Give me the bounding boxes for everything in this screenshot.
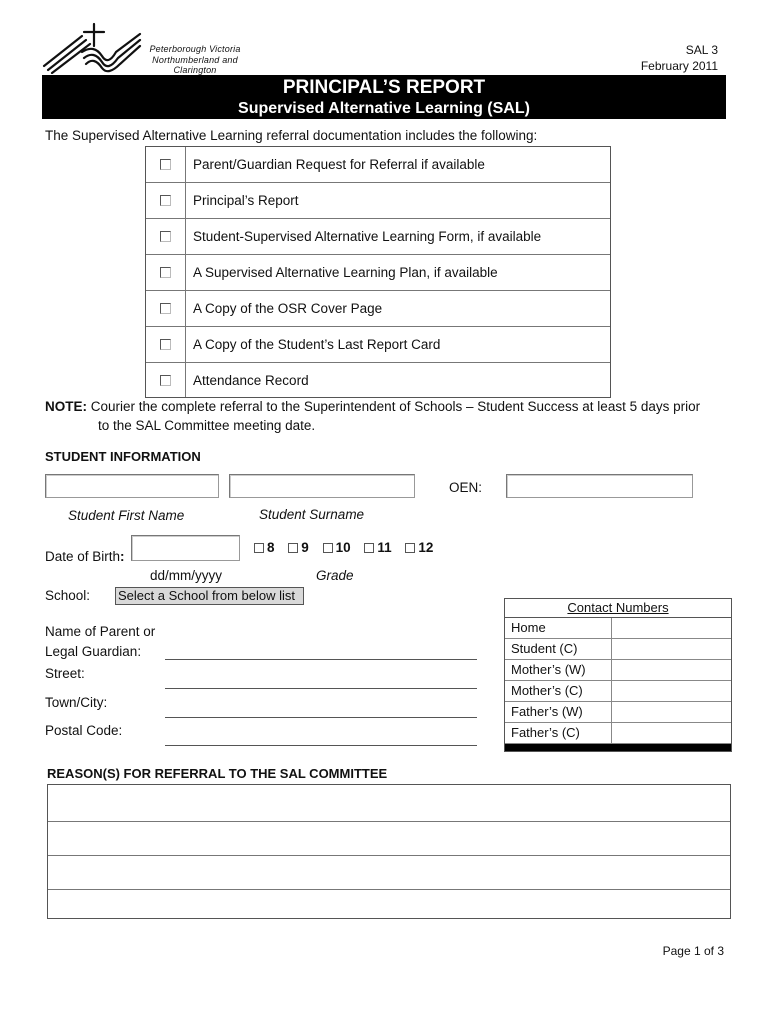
dob-colon: : — [120, 549, 125, 564]
note-label: NOTE: — [45, 399, 87, 414]
checkbox[interactable] — [160, 195, 171, 206]
surname-caption: Student Surname — [259, 507, 365, 522]
checkbox[interactable] — [160, 339, 171, 350]
grade-options — [254, 540, 443, 555]
checklist-label: A Copy of the Student’s Last Report Card — [193, 337, 441, 352]
board-line: Northumberland and Clarington — [152, 54, 238, 75]
parent-label — [45, 622, 155, 662]
reason-row[interactable] — [48, 822, 730, 856]
grade-caption: Grade — [316, 568, 354, 583]
grade-option-9[interactable] — [288, 540, 309, 555]
student-info-heading: STUDENT INFORMATION — [45, 449, 201, 464]
checklist-row — [146, 183, 610, 219]
checklist-label: A Copy of the OSR Cover Page — [193, 301, 383, 316]
street-line[interactable] — [165, 688, 477, 689]
contact-numbers-table — [504, 598, 732, 752]
checkbox[interactable] — [160, 303, 171, 314]
oen-field[interactable] — [506, 474, 693, 498]
checklist-label: A Supervised Alternative Learning Plan, if available — [193, 265, 498, 280]
note — [45, 397, 745, 435]
contact-row — [505, 702, 731, 723]
checkbox[interactable] — [364, 543, 374, 553]
contact-label: Student (C) — [505, 639, 612, 659]
contact-label: Father’s (W) — [505, 702, 612, 722]
grade-option-8[interactable] — [254, 540, 275, 555]
contact-value-cell[interactable] — [612, 723, 731, 743]
checklist-label: Parent/Guardian Request for Referral if available — [193, 157, 485, 172]
checklist-label: Attendance Record — [193, 372, 309, 388]
grade-value: 11 — [377, 540, 392, 555]
intro-text: The Supervised Alternative Learning referral documentation includes the following: — [45, 128, 538, 143]
form-code-block — [641, 42, 718, 74]
checklist-row — [146, 291, 610, 327]
checkbox[interactable] — [254, 543, 264, 553]
grade-value: 9 — [301, 540, 309, 555]
checkbox[interactable] — [160, 375, 171, 386]
checkbox[interactable] — [160, 159, 171, 170]
grade-option-11[interactable] — [364, 540, 391, 555]
page-number: Page 1 of 3 — [662, 944, 724, 958]
checkbox[interactable] — [160, 231, 171, 242]
contact-value-cell[interactable] — [612, 702, 731, 722]
page-subtitle: Supervised Alternative Learning (SAL) — [238, 100, 530, 117]
date-of-birth-field[interactable] — [131, 535, 240, 561]
form-code: SAL 3 — [685, 43, 718, 57]
contact-row — [505, 681, 731, 702]
reasons-heading: REASON(S) FOR REFERRAL TO THE SAL COMMITTEE — [47, 766, 388, 781]
parent-label-line: Legal Guardian: — [45, 644, 142, 659]
note-text: Courier the complete referral to the Superintendent of Schools – Student Success at least 5 days prior — [90, 399, 701, 414]
student-surname-field[interactable] — [229, 474, 415, 498]
checklist-row — [146, 147, 610, 183]
town-line[interactable] — [165, 717, 477, 718]
street-label: Street: — [45, 666, 85, 681]
contact-value-cell[interactable] — [612, 681, 731, 701]
checkbox[interactable] — [288, 543, 298, 553]
postal-label: Postal Code: — [45, 723, 123, 738]
checklist-row — [146, 255, 610, 291]
town-label: Town/City: — [45, 695, 108, 710]
school-select[interactable]: Select a School from below list — [115, 587, 304, 605]
grade-value: 8 — [267, 540, 275, 555]
student-first-name-field[interactable] — [45, 474, 219, 498]
board-logo-icon — [42, 22, 142, 74]
contact-label: Mother’s (C) — [505, 681, 612, 701]
contact-label: Home — [505, 618, 612, 638]
checklist-label: Principal’s Report — [193, 193, 299, 208]
board-line: Peterborough Victoria — [149, 44, 241, 54]
form-date: February 2011 — [640, 59, 718, 73]
reason-row[interactable] — [48, 785, 730, 822]
contact-row — [505, 660, 731, 681]
contact-row — [505, 618, 731, 639]
grade-value: 10 — [335, 540, 351, 555]
oen-label: OEN: — [449, 480, 483, 495]
contact-value-cell[interactable] — [612, 660, 731, 680]
reasons-table — [47, 784, 731, 919]
checklist-label: Student-Supervised Alternative Learning Form, if available — [193, 229, 542, 244]
checklist-row — [146, 363, 610, 397]
contact-footer-bar — [505, 744, 731, 751]
grade-value: 12 — [418, 540, 434, 555]
dob-label: Date of Birth — [45, 549, 121, 564]
documentation-checklist — [145, 146, 611, 398]
checklist-row — [146, 219, 610, 255]
checklist-row — [146, 327, 610, 363]
postal-line[interactable] — [165, 745, 477, 746]
checkbox[interactable] — [160, 267, 171, 278]
title-bar — [42, 75, 726, 119]
parent-label-line: Name of Parent or — [45, 624, 156, 639]
contact-row — [505, 723, 731, 744]
contact-heading: Contact Numbers — [505, 599, 731, 618]
page-title: PRINCIPAL’S REPORT — [282, 77, 486, 98]
contact-row — [505, 639, 731, 660]
grade-option-10[interactable] — [323, 540, 351, 555]
dob-format-caption: dd/mm/yyyy — [150, 568, 223, 583]
dob-label-wrap — [45, 549, 125, 564]
checkbox[interactable] — [405, 543, 415, 553]
contact-value-cell[interactable] — [612, 639, 731, 659]
contact-value-cell[interactable] — [612, 618, 731, 638]
note-text-continued: to the SAL Committee meeting date. — [98, 418, 316, 433]
parent-name-line[interactable] — [165, 659, 477, 660]
grade-option-12[interactable] — [405, 540, 433, 555]
reason-row[interactable] — [48, 890, 730, 918]
first-name-caption: Student First Name — [68, 508, 185, 523]
reason-row[interactable] — [48, 856, 730, 890]
contact-label: Mother’s (W) — [505, 660, 612, 680]
school-label: School: — [45, 588, 91, 603]
checkbox[interactable] — [323, 543, 333, 553]
contact-label: Father’s (C) — [505, 723, 612, 743]
